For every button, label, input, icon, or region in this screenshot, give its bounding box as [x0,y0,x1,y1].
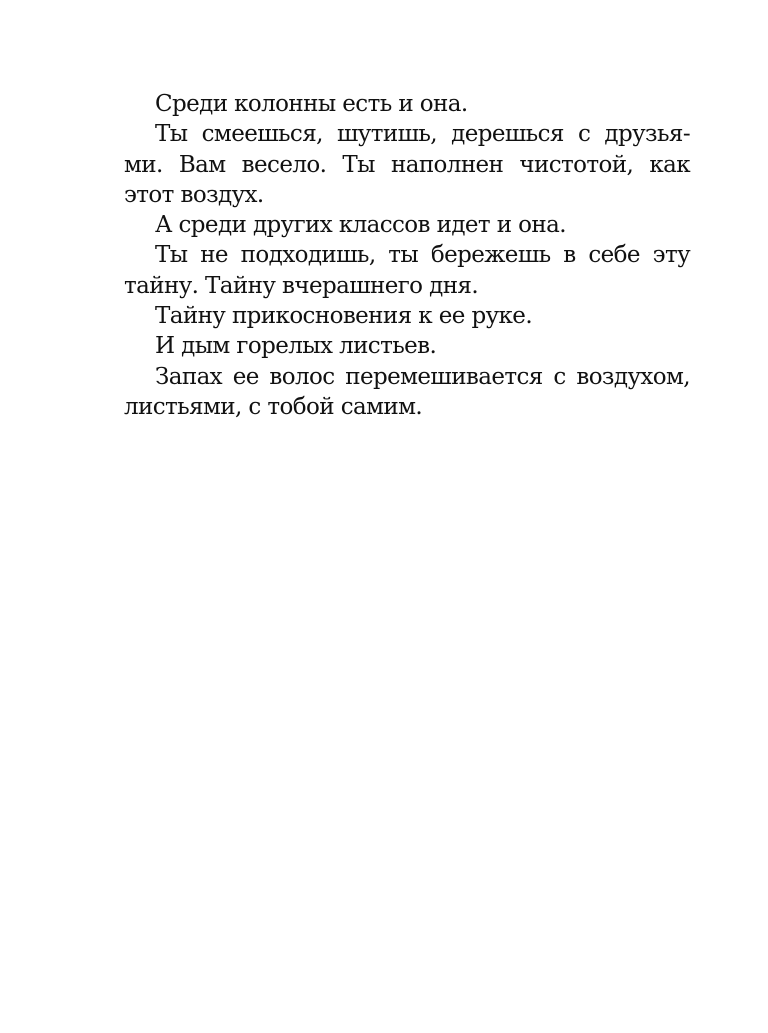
paragraph-5: Тайну прикосновения к ее руке. [155,303,533,330]
paragraph-2: Ты смеешься, шутишь, дерешься с друзья-ми. Вам весело. Ты наполнен чистотой, как этот воздух. [124,121,690,208]
paragraph-7: Запах ее волос перемешивается с воздухом, листьями, с тобой самим. [124,363,690,420]
paragraph-3: А среди других классов идет и она. [155,212,566,239]
paragraph-6: И дым горелых листьев. [155,333,437,360]
paragraph-1: Среди колонны есть и она. [155,91,468,117]
body-text [124,89,690,422]
paragraph-4: Ты не подходишь, ты бережешь в себе эту тайну. Тайну вчерашнего дня. [124,242,690,299]
